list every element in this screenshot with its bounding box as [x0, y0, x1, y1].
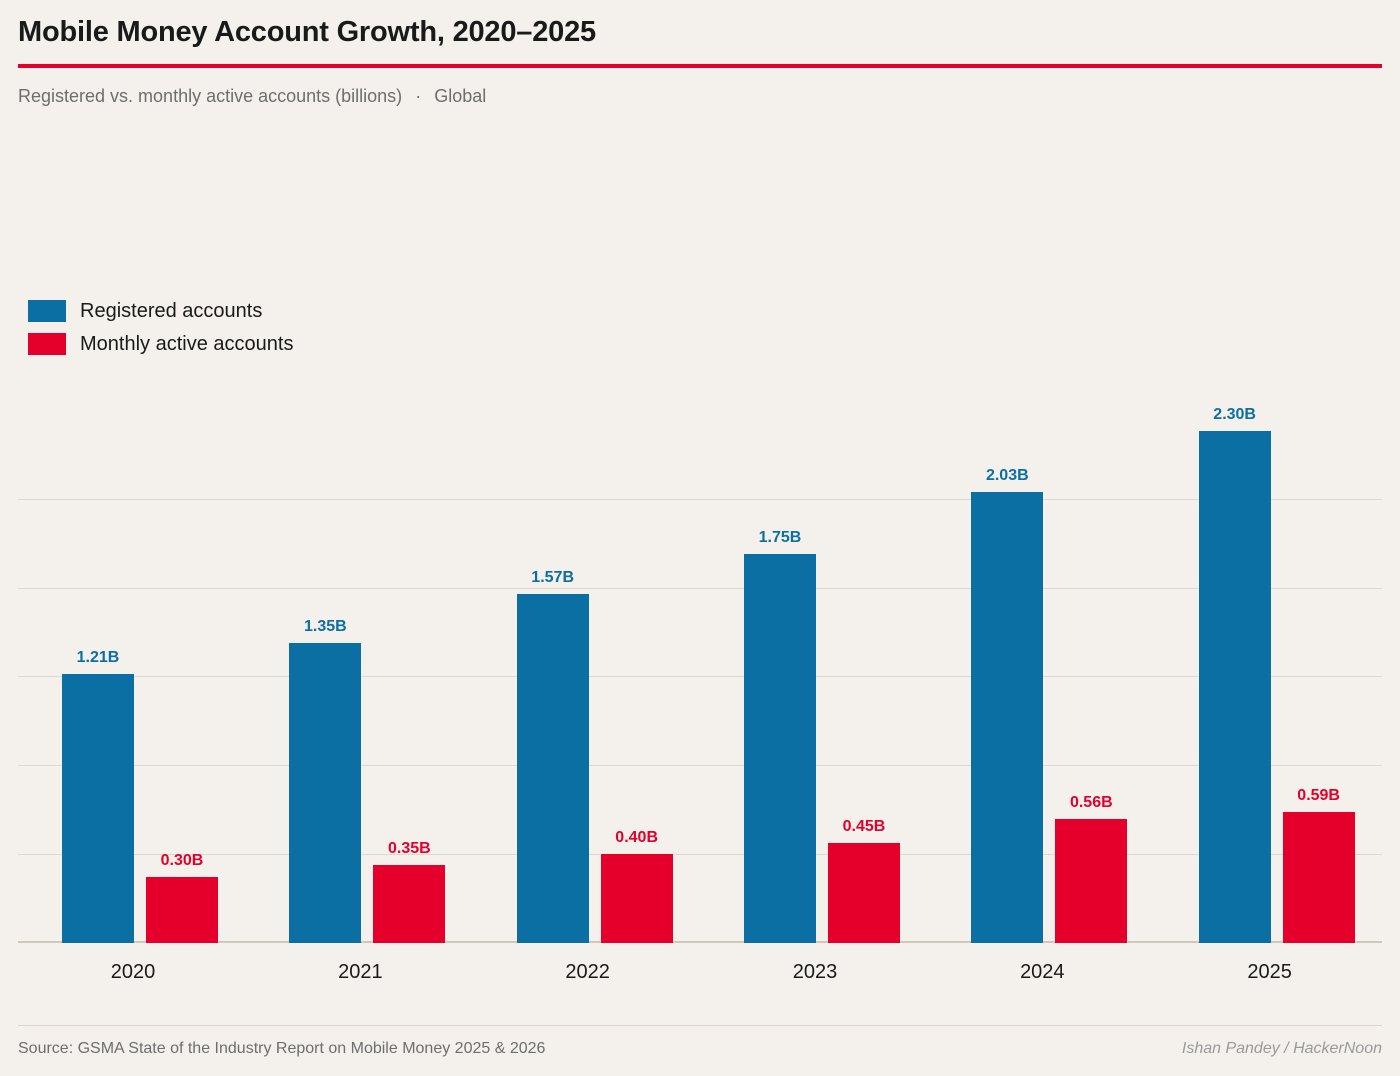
bar-registered-2022[interactable] — [517, 568, 589, 943]
bar-active-2021[interactable] — [373, 839, 445, 943]
legend-label-active: Monthly active accounts — [80, 332, 294, 355]
bar-registered-2020[interactable] — [62, 649, 134, 943]
bar-group-2021 — [245, 365, 472, 983]
bar-value-label: 0.40B — [615, 829, 659, 846]
source-note: Source: GSMA State of the Industry Report on Mobile Money 2025 & 2026 — [18, 1040, 546, 1057]
bar-registered-2021[interactable] — [289, 618, 361, 943]
subtitle-main: Registered vs. monthly active accounts (billions) — [18, 85, 403, 106]
bar-value-label: 1.57B — [531, 568, 575, 586]
page-title: Mobile Money Account Growth, 2020–2025 — [18, 16, 596, 48]
bar-active-2023[interactable] — [828, 818, 900, 943]
legend-item-active — [28, 329, 293, 359]
bar-value-label: 0.45B — [842, 818, 886, 836]
bar-value-label: 2.03B — [985, 466, 1029, 484]
title-rule — [18, 64, 1382, 68]
subtitle-scope: Global — [434, 85, 487, 106]
bar-active-2025[interactable] — [1283, 786, 1355, 943]
chart-subtitle — [18, 86, 1382, 107]
credit-note: Ishan Pandey / HackerNoon — [1181, 1040, 1382, 1057]
chart-footer — [18, 1025, 1382, 1058]
bar-group-2022 — [473, 365, 700, 983]
bar-active-2024[interactable] — [1055, 793, 1127, 943]
bar-active-2020[interactable] — [146, 851, 218, 943]
legend-swatch-registered — [28, 300, 66, 322]
bar-active-2022[interactable] — [601, 829, 673, 943]
x-tick-label-2025: 2025 — [1247, 961, 1292, 983]
bar-registered-2024[interactable] — [971, 466, 1043, 943]
bar-registered-2023[interactable] — [744, 529, 816, 943]
bar-group-2023 — [700, 365, 927, 983]
bar-group-2025 — [1155, 365, 1382, 983]
bar-value-label: 1.21B — [76, 649, 120, 667]
bar-value-label: 1.75B — [758, 529, 802, 547]
x-tick-label-2024: 2024 — [1020, 961, 1065, 983]
chart-legend — [28, 296, 293, 362]
bar-group-2020 — [18, 365, 245, 983]
legend-label-registered: Registered accounts — [80, 299, 263, 322]
x-tick-label-2023: 2023 — [792, 961, 838, 983]
bar-groups — [18, 365, 1382, 983]
legend-item-registered — [28, 296, 293, 326]
x-tick-label-2021: 2021 — [338, 961, 383, 983]
bar-value-label: 0.30B — [160, 851, 204, 869]
plot-area — [18, 365, 1382, 983]
chart-header — [0, 0, 1400, 107]
bar-value-label: 0.59B — [1297, 786, 1340, 804]
legend-swatch-active — [28, 333, 66, 355]
bar-registered-2025[interactable] — [1199, 406, 1271, 943]
bar-value-label: 2.30B — [1213, 406, 1256, 424]
x-tick-label-2022: 2022 — [565, 961, 610, 983]
bar-value-label: 1.35B — [303, 618, 347, 636]
subtitle-separator: · — [415, 85, 422, 106]
x-tick-label-2020: 2020 — [110, 961, 156, 983]
bar-value-label: 0.35B — [387, 839, 431, 857]
bar-group-2024 — [927, 365, 1154, 983]
bar-value-label: 0.56B — [1069, 793, 1113, 811]
